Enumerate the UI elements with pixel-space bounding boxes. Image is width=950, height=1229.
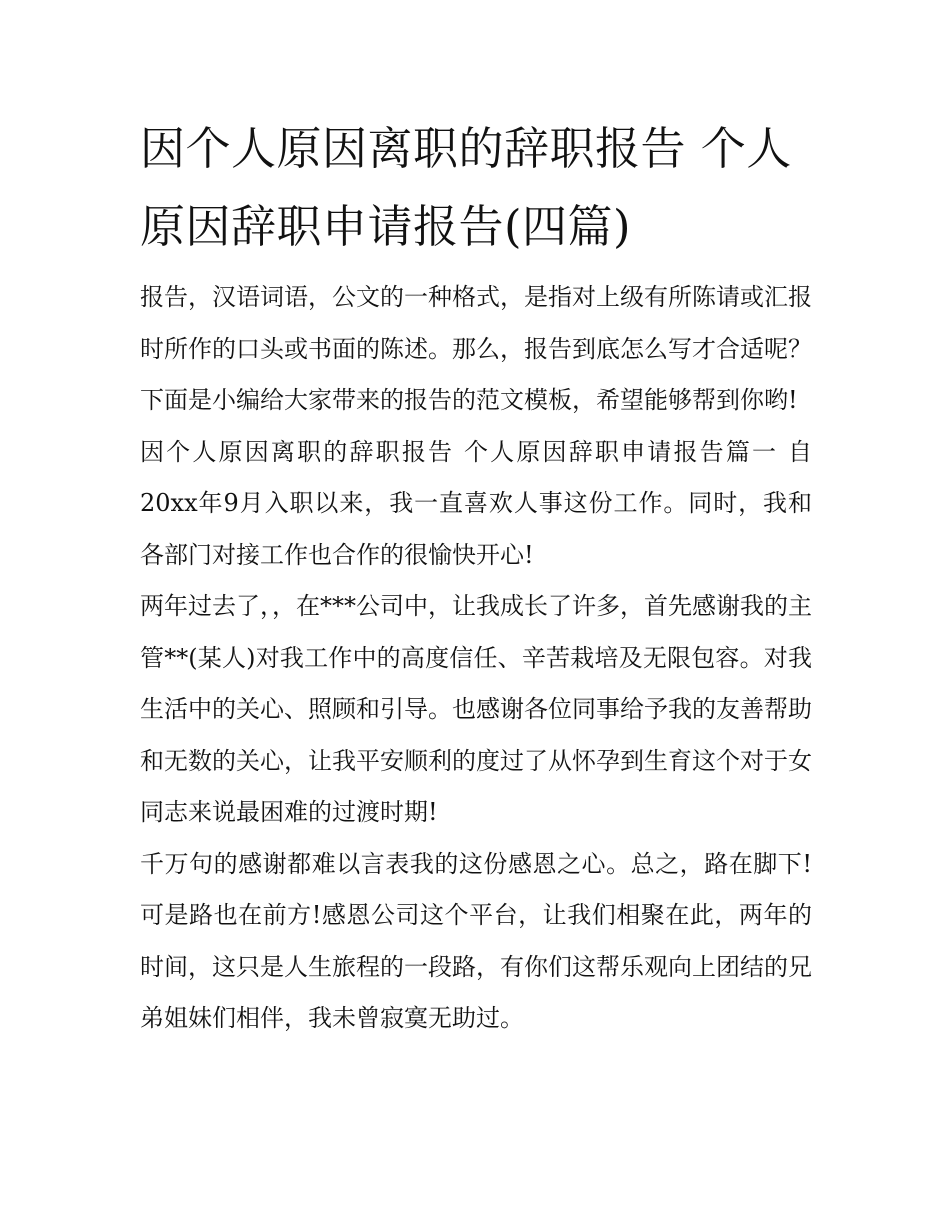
section-one-paragraph: 因个人原因离职的辞职报告 个人原因辞职申请报告篇一 自20xx年9月入职以来，我一直喜欢人事这份工作。同时，我和各部门对接工作也合作的很愉快开心! [140, 437, 812, 569]
document-page [140, 110, 812, 1045]
intro-paragraph: 报告，汉语词语，公文的一种格式，是指对上级有所陈请或汇报时所作的口头或书面的陈述。那么，报告到底怎么写才合适呢？下面是小编给大家带来的报告的范文模板，希望能够帮到你哟! [140, 283, 812, 414]
document-title: 因个人原因离职的辞职报告 个人原因辞职申请报告(四篇) [140, 122, 792, 253]
gratitude-paragraph: 两年过去了，，在***公司中，让我成长了许多，首先感谢我的主管**(某人)对我工作中的高度信任、辛苦栽培及无限包容。对我生活中的关心、照顾和引导。也感谢各位同事给予我的友善帮助和无数的关心，让我平安顺利的度过了从怀孕到生育这个对于女同志来说最困难的过渡时期! [140, 592, 812, 826]
document-body [140, 272, 812, 1045]
closing-paragraph: 千万句的感谢都难以言表我的这份感恩之心。总之，路在脚下!可是路也在前方!感恩公司这个平台，让我们相聚在此，两年的时间，这只是人生旅程的一段路，有你们这帮乐观向上团结的兄弟姐妹们相伴，我未曾寂寞无助过。 [140, 849, 812, 1032]
